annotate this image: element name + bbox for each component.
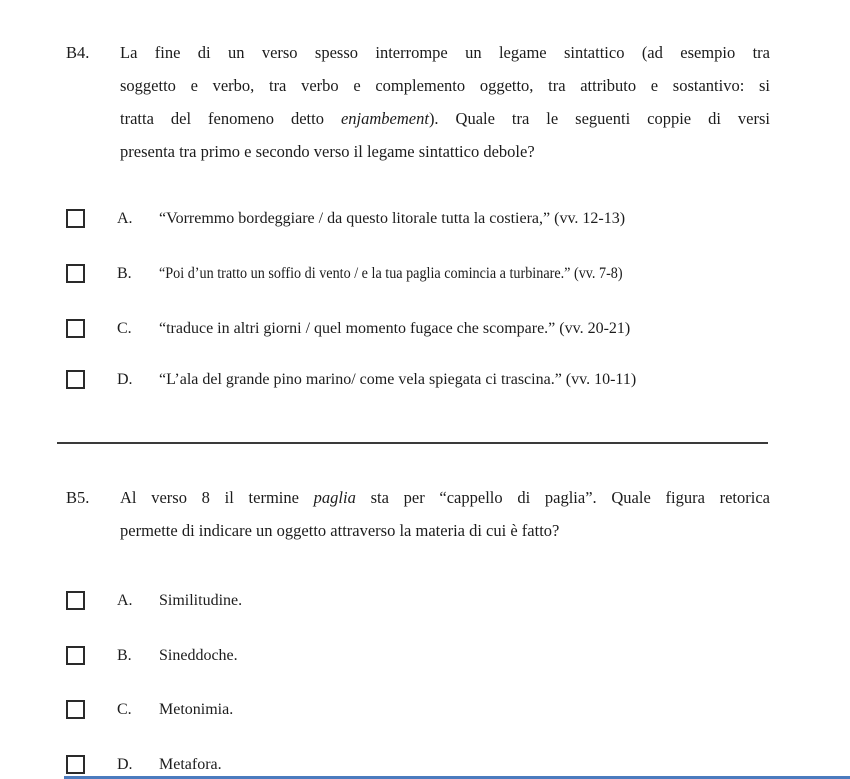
answer-checkbox-b5-c[interactable] — [66, 700, 85, 719]
question-b5-line-2: permette di indicare un oggetto attraverso la materia di cui è fatto? — [120, 521, 560, 540]
answer-checkbox-b4-b[interactable] — [66, 264, 85, 283]
option-letter: D. — [117, 756, 133, 773]
option-row-b5-d — [66, 754, 826, 775]
question-b4-line-2: soggetto e verbo, tra verbo e complemento oggetto, tra attributo e sostantivo: si — [120, 76, 770, 95]
option-text: Metafora. — [159, 756, 222, 773]
option-text: “Poi d’un tratto un soffio di vento / e la tua paglia comincia a turbinare.” (vv. 7-8) — [159, 265, 623, 282]
question-text-segment: Al verso 8 il termine — [120, 488, 314, 507]
question-text-segment: sta per “cappello di paglia”. Quale figura retorica — [355, 488, 770, 507]
question-b5-line-1 — [120, 481, 770, 514]
option-text: “traduce in altri giorni / quel momento fugace che scompare.” (vv. 20-21) — [159, 320, 631, 337]
option-row-b5-b — [66, 645, 826, 666]
option-letter: B. — [117, 647, 132, 664]
answer-checkbox-b4-d[interactable] — [66, 370, 85, 389]
option-row-b4-b — [66, 263, 826, 284]
option-letter: C. — [117, 701, 132, 718]
question-b4-line-3 — [120, 102, 770, 135]
option-letter: C. — [117, 320, 132, 337]
option-row-b4-c — [66, 318, 826, 339]
question-b5-number: B5. — [66, 488, 90, 507]
option-letter: D. — [117, 371, 133, 388]
option-row-b5-c — [66, 699, 826, 720]
question-text-segment: tratta del fenomeno detto — [120, 109, 341, 128]
option-text: “Vorremmo bordeggiare / da questo litorale tutta la costiera,” (vv. 12-13) — [159, 210, 626, 227]
option-row-b4-d — [66, 369, 826, 390]
question-b4-line-1: La fine di un verso spesso interrompe un legame sintattico (ad esempio tra — [120, 43, 770, 62]
question-b5-text — [120, 481, 770, 547]
question-text-segment: ). Quale tra le seguenti coppie di versi — [428, 109, 771, 128]
answer-checkbox-b5-b[interactable] — [66, 646, 85, 665]
option-text: “L’ala del grande pino marino/ come vela spiegata ci trascina.” (vv. 10-11) — [159, 371, 637, 388]
option-text: Sineddoche. — [159, 647, 238, 664]
question-divider-rule — [57, 442, 768, 444]
italic-term: enjambement — [340, 109, 429, 128]
italic-term: paglia — [313, 488, 356, 507]
question-b4-number: B4. — [66, 43, 90, 62]
answer-checkbox-b5-d[interactable] — [66, 755, 85, 774]
answer-checkbox-b4-c[interactable] — [66, 319, 85, 338]
option-row-b5-a — [66, 590, 826, 611]
option-row-b4-a — [66, 208, 826, 229]
option-text: Metonimia. — [159, 701, 234, 718]
option-text: Similitudine. — [159, 592, 243, 609]
answer-checkbox-b5-a[interactable] — [66, 591, 85, 610]
question-b4-text — [120, 36, 770, 168]
option-letter: A. — [117, 210, 133, 227]
option-letter: A. — [117, 592, 133, 609]
answer-checkbox-b4-a[interactable] — [66, 209, 85, 228]
question-b4-line-4: presenta tra primo e secondo verso il legame sintattico debole? — [120, 142, 535, 161]
option-letter: B. — [117, 265, 132, 282]
